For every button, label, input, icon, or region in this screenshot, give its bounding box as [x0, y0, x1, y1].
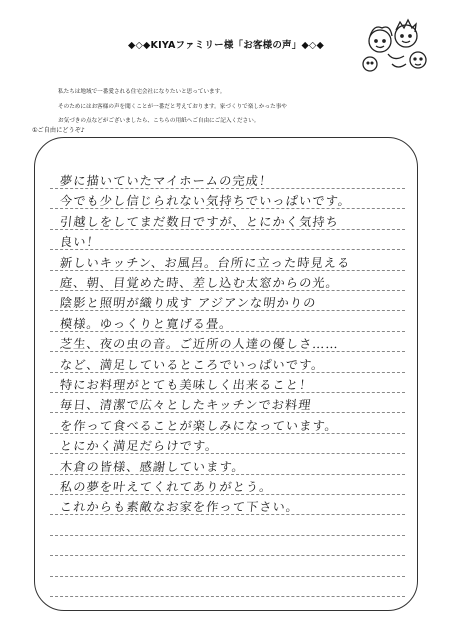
- handwritten-line: 夢に描いていたマイホームの完成！: [59, 174, 274, 188]
- handwritten-line: とにかく満足だらけです。: [59, 439, 220, 454]
- intro-line: 私たちは地域で一番愛される住宅会社になりたいと思っています。: [58, 89, 226, 95]
- handwritten-line: を作って食べることが楽しみになっています。: [59, 418, 339, 433]
- handwritten-line: 庭、朝、目覚めた時、差し込む太窓からの光。: [59, 276, 340, 290]
- handwritten-line: 良い！: [59, 235, 101, 250]
- handwritten-line: 毎日、清潔で広々としたキッチンでお料理: [59, 398, 313, 413]
- ruled-line: [50, 596, 405, 597]
- handwritten-line: 陰影と照明が織り成す アジアンな明かりの: [59, 296, 318, 311]
- handwritten-line: これからも素敵なお家を作って下さい。: [59, 500, 300, 515]
- handwritten-line: 木倉の皆様、感謝しています。: [59, 459, 246, 474]
- intro-line: お気づきの点などがございましたら、こちらの用紙へご自由にご記入ください。: [58, 118, 260, 125]
- intro-line: そのためにはお客様の声を聞くことが一番だと考えております。家づくりで楽しかった事や: [58, 103, 287, 110]
- handwritten-line: 今でも少し信じられない気持ちでいっぱいです。: [59, 194, 352, 209]
- handwritten-line: 模様。ゆっくりと寛げる畳。: [59, 316, 234, 331]
- ruled-line: [50, 576, 405, 577]
- handwritten-line: 私の夢を叶えてくれてありがとう。: [59, 480, 274, 494]
- handwritten-line: 新しいキッチン、お風呂。台所に立った時見える: [59, 255, 352, 270]
- handwritten-line: など、満足しているところでいっぱいです。: [59, 357, 326, 372]
- free-comment-label: ①ご自由にどうぞ♪: [32, 127, 85, 134]
- page-title: ◆◇◆KIYAファミリー様「お客様の声」◆◇◆: [128, 40, 324, 51]
- handwritten-line: 特にお料理がとても美味しく出来ること！: [59, 378, 314, 392]
- ruled-line: [50, 555, 405, 556]
- handwritten-line: 引越しをしてまだ数日ですが、とにかく気持ち: [59, 214, 340, 229]
- ruled-line: [50, 249, 405, 250]
- ruled-line: [50, 535, 405, 536]
- handwritten-line: 芝生、夜の虫の音。ご近所の人達の優しさ……: [59, 337, 340, 352]
